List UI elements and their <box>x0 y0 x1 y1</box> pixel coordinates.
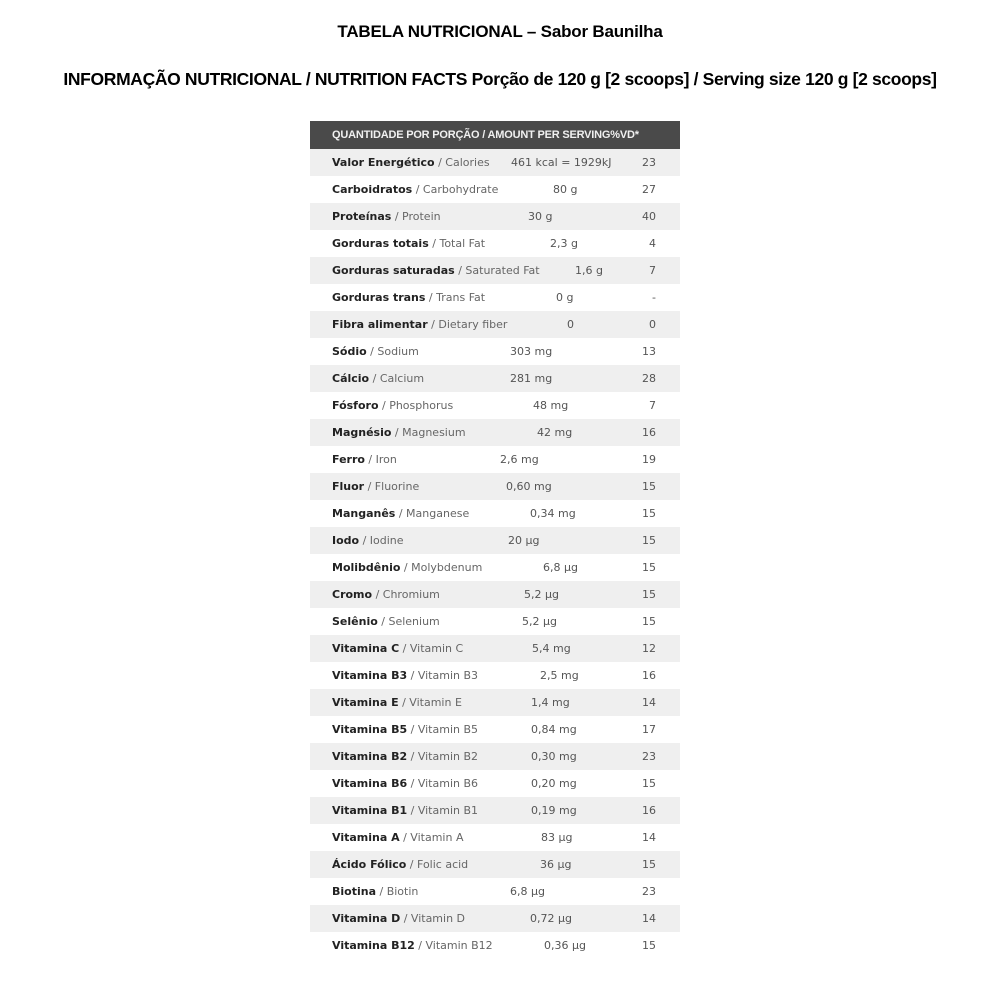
nutrient-name-pt: Valor Energético <box>332 156 435 169</box>
table-row <box>310 257 680 284</box>
nutrient-name <box>332 885 418 898</box>
table-row <box>310 689 680 716</box>
nutrient-name-en: / Phosphorus <box>378 399 454 412</box>
nutrient-name <box>332 480 419 493</box>
nutrient-name-en: / Trans Fat <box>425 291 486 304</box>
nutrient-amount: 36 µg <box>540 858 572 871</box>
table-row <box>310 581 680 608</box>
nutrient-daily-value: 15 <box>642 939 656 952</box>
nutrient-name-pt: Sódio <box>332 345 367 358</box>
nutrient-name <box>332 669 478 682</box>
nutrient-name-pt: Fluor <box>332 480 365 493</box>
nutrient-daily-value: 7 <box>649 399 656 412</box>
nutrient-name <box>332 507 469 520</box>
nutrient-name-en: / Calories <box>434 156 490 169</box>
nutrient-daily-value: 16 <box>642 669 656 682</box>
nutrient-name-pt: Molibdênio <box>332 561 401 574</box>
nutrient-name <box>332 183 498 196</box>
nutrient-name <box>332 318 507 331</box>
nutrient-amount: 0,34 mg <box>530 507 576 520</box>
nutrient-amount: 5,2 µg <box>522 615 557 628</box>
nutrient-name-pt: Vitamina C <box>332 642 400 655</box>
table-row <box>310 473 680 500</box>
nutrient-name-pt: Vitamina B3 <box>332 669 408 682</box>
nutrient-name-en: / Vitamin E <box>398 696 462 709</box>
table-row <box>310 554 680 581</box>
nutrient-name-en: / Biotin <box>376 885 419 898</box>
nutrient-name <box>332 264 540 277</box>
nutrient-name <box>332 561 482 574</box>
table-row <box>310 743 680 770</box>
nutrient-name-pt: Gorduras trans <box>332 291 426 304</box>
nutrient-daily-value: 15 <box>642 534 656 547</box>
header-amount: QUANTIDADE POR PORÇÃO / AMOUNT PER SERVING <box>332 129 611 141</box>
nutrient-amount: 30 g <box>528 210 553 223</box>
nutrient-daily-value: 15 <box>642 588 656 601</box>
nutrient-amount: 281 mg <box>510 372 553 385</box>
nutrient-amount: 48 mg <box>533 399 569 412</box>
nutrient-daily-value: 23 <box>642 885 656 898</box>
nutrient-name-en: / Manganese <box>395 507 470 520</box>
nutrient-name-en: / Vitamin B5 <box>407 723 479 736</box>
nutrient-name-pt: Ácido Fólico <box>332 858 407 871</box>
nutrient-amount: 1,6 g <box>575 264 603 277</box>
nutrient-daily-value: 16 <box>642 426 656 439</box>
nutrient-amount: 0,60 mg <box>506 480 552 493</box>
nutrient-daily-value: - <box>652 291 656 304</box>
page-subtitle: INFORMAÇÃO NUTRICIONAL / NUTRITION FACTS Porção de 120 g [2 scoops] / Serving size 120 g [2 scoops] <box>63 69 937 89</box>
nutrient-name <box>332 858 468 871</box>
nutrient-name <box>332 237 485 250</box>
nutrient-name <box>332 156 490 169</box>
nutrient-amount: 6,8 µg <box>510 885 545 898</box>
nutrient-name-en: / Vitamin D <box>400 912 466 925</box>
nutrient-daily-value: 27 <box>642 183 656 196</box>
nutrient-name <box>332 777 478 790</box>
nutrient-name <box>332 615 440 628</box>
nutrient-amount: 0,84 mg <box>531 723 577 736</box>
table-row <box>310 635 680 662</box>
nutrient-name-en: / Molybdenum <box>400 561 483 574</box>
nutrient-name-en: / Vitamin B12 <box>414 939 493 952</box>
table-row <box>310 176 680 203</box>
nutrient-name-pt: Vitamina B12 <box>332 939 415 952</box>
nutrient-amount: 0,19 mg <box>531 804 577 817</box>
nutrient-name-pt: Biotina <box>332 885 376 898</box>
nutrient-name-pt: Cálcio <box>332 372 370 385</box>
nutrient-daily-value: 7 <box>649 264 656 277</box>
nutrient-name <box>332 912 465 925</box>
nutrient-amount: 0,72 µg <box>530 912 572 925</box>
table-row <box>310 851 680 878</box>
nutrient-amount: 0,30 mg <box>531 750 577 763</box>
nutrient-name-en: / Fluorine <box>364 480 420 493</box>
nutrient-name-pt: Vitamina A <box>332 831 400 844</box>
nutrient-name-en: / Vitamin B2 <box>407 750 479 763</box>
nutrient-name-en: / Vitamin B3 <box>407 669 479 682</box>
nutrient-name-pt: Gorduras totais <box>332 237 429 250</box>
nutrient-name <box>332 804 478 817</box>
nutrient-daily-value: 19 <box>642 453 656 466</box>
nutrient-name-en: / Dietary fiber <box>427 318 508 331</box>
nutrient-name-pt: Vitamina B1 <box>332 804 408 817</box>
nutrient-name-pt: Manganês <box>332 507 396 520</box>
page-title: TABELA NUTRICIONAL – Sabor Baunilha <box>337 22 663 41</box>
nutrient-amount: 2,5 mg <box>540 669 579 682</box>
table-row <box>310 797 680 824</box>
table-row <box>310 608 680 635</box>
nutrient-name-pt: Vitamina B5 <box>332 723 408 736</box>
nutrient-name <box>332 831 463 844</box>
nutrient-name-en: / Vitamin C <box>399 642 464 655</box>
nutrient-name <box>332 534 404 547</box>
nutrient-name-en: / Sodium <box>366 345 419 358</box>
nutrient-daily-value: 15 <box>642 858 656 871</box>
nutrient-name-en: / Calcium <box>369 372 425 385</box>
table-row <box>310 662 680 689</box>
nutrient-name-en: / Saturated Fat <box>454 264 540 277</box>
table-row <box>310 149 680 176</box>
table-row <box>310 824 680 851</box>
table-row <box>310 392 680 419</box>
nutrient-daily-value: 40 <box>642 210 656 223</box>
nutrient-name-pt: Iodo <box>332 534 360 547</box>
table-row <box>310 419 680 446</box>
nutrient-amount: 5,4 mg <box>532 642 571 655</box>
nutrient-amount: 0,20 mg <box>531 777 577 790</box>
nutrient-daily-value: 15 <box>642 507 656 520</box>
nutrient-name-en: / Vitamin B1 <box>407 804 479 817</box>
nutrient-name <box>332 426 466 439</box>
nutrient-daily-value: 15 <box>642 777 656 790</box>
nutrient-amount: 0 g <box>556 291 574 304</box>
nutrient-daily-value: 12 <box>642 642 656 655</box>
nutrient-daily-value: 14 <box>642 696 656 709</box>
nutrient-daily-value: 0 <box>649 318 656 331</box>
table-row <box>310 932 680 959</box>
nutrient-daily-value: 15 <box>642 561 656 574</box>
table-row <box>310 230 680 257</box>
nutrient-amount: 0,36 µg <box>544 939 586 952</box>
nutrient-name-en: / Iodine <box>359 534 404 547</box>
nutrient-name <box>332 642 463 655</box>
nutrient-name <box>332 723 478 736</box>
table-row <box>310 500 680 527</box>
nutrient-name-pt: Gorduras saturadas <box>332 264 455 277</box>
nutrient-name-en: / Vitamin A <box>399 831 464 844</box>
nutrient-daily-value: 28 <box>642 372 656 385</box>
nutrient-amount: 0 <box>567 318 574 331</box>
nutrient-daily-value: 14 <box>642 831 656 844</box>
nutrient-amount: 303 mg <box>510 345 553 358</box>
nutrient-amount: 461 kcal = 1929kJ <box>511 156 612 169</box>
nutrient-name <box>332 453 397 466</box>
nutrient-amount: 83 µg <box>541 831 573 844</box>
nutrient-name <box>332 345 419 358</box>
table-row <box>310 905 680 932</box>
nutrient-daily-value: 17 <box>642 723 656 736</box>
nutrient-amount: 2,3 g <box>550 237 578 250</box>
nutrient-name-pt: Vitamina E <box>332 696 399 709</box>
nutrient-amount: 5,2 µg <box>524 588 559 601</box>
nutrient-name <box>332 939 493 952</box>
table-row <box>310 770 680 797</box>
nutrient-name-pt: Vitamina B6 <box>332 777 408 790</box>
nutrient-name-pt: Selênio <box>332 615 378 628</box>
nutrient-amount: 42 mg <box>537 426 573 439</box>
table-row <box>310 338 680 365</box>
nutrient-daily-value: 4 <box>649 237 656 250</box>
nutrient-amount: 2,6 mg <box>500 453 539 466</box>
table-row <box>310 311 680 338</box>
nutrient-name-pt: Fósforo <box>332 399 379 412</box>
nutrient-name-pt: Cromo <box>332 588 373 601</box>
nutrient-amount: 20 µg <box>508 534 540 547</box>
table-row <box>310 716 680 743</box>
nutrient-name <box>332 399 453 412</box>
table-row <box>310 203 680 230</box>
table-row <box>310 527 680 554</box>
nutrient-name-pt: Proteínas <box>332 210 392 223</box>
nutrient-name <box>332 291 485 304</box>
nutrient-name-en: / Protein <box>391 210 441 223</box>
nutrient-name-en: / Chromium <box>372 588 440 601</box>
nutrient-name <box>332 210 441 223</box>
nutrition-table <box>310 121 680 959</box>
nutrient-name-pt: Magnésio <box>332 426 392 439</box>
nutrient-daily-value: 23 <box>642 156 656 169</box>
table-body <box>310 149 680 959</box>
nutrient-daily-value: 15 <box>642 480 656 493</box>
nutrient-name-en: / Folic acid <box>406 858 469 871</box>
nutrient-name <box>332 372 424 385</box>
nutrient-name-en: / Carbohydrate <box>412 183 499 196</box>
nutrient-amount: 1,4 mg <box>531 696 570 709</box>
header-vd: %VD* <box>610 129 639 141</box>
nutrient-name-pt: Carboidratos <box>332 183 413 196</box>
nutrient-name-en: / Vitamin B6 <box>407 777 479 790</box>
nutrient-name <box>332 696 462 709</box>
nutrient-daily-value: 16 <box>642 804 656 817</box>
nutrient-name-en: / Magnesium <box>391 426 466 439</box>
nutrient-name-en: / Iron <box>364 453 397 466</box>
table-header <box>310 121 680 149</box>
nutrient-amount: 6,8 µg <box>543 561 578 574</box>
table-row <box>310 446 680 473</box>
nutrient-daily-value: 14 <box>642 912 656 925</box>
nutrient-name <box>332 750 478 763</box>
nutrient-daily-value: 15 <box>642 615 656 628</box>
nutrient-name-pt: Ferro <box>332 453 365 466</box>
nutrient-name-en: / Selenium <box>377 615 440 628</box>
nutrient-name-en: / Total Fat <box>428 237 486 250</box>
table-row <box>310 284 680 311</box>
nutrient-daily-value: 23 <box>642 750 656 763</box>
nutrient-name-pt: Vitamina D <box>332 912 401 925</box>
nutrient-amount: 80 g <box>553 183 578 196</box>
nutrient-name <box>332 588 440 601</box>
table-row <box>310 878 680 905</box>
nutrient-name-pt: Vitamina B2 <box>332 750 408 763</box>
nutrient-name-pt: Fibra alimentar <box>332 318 428 331</box>
table-row <box>310 365 680 392</box>
nutrient-daily-value: 13 <box>642 345 656 358</box>
